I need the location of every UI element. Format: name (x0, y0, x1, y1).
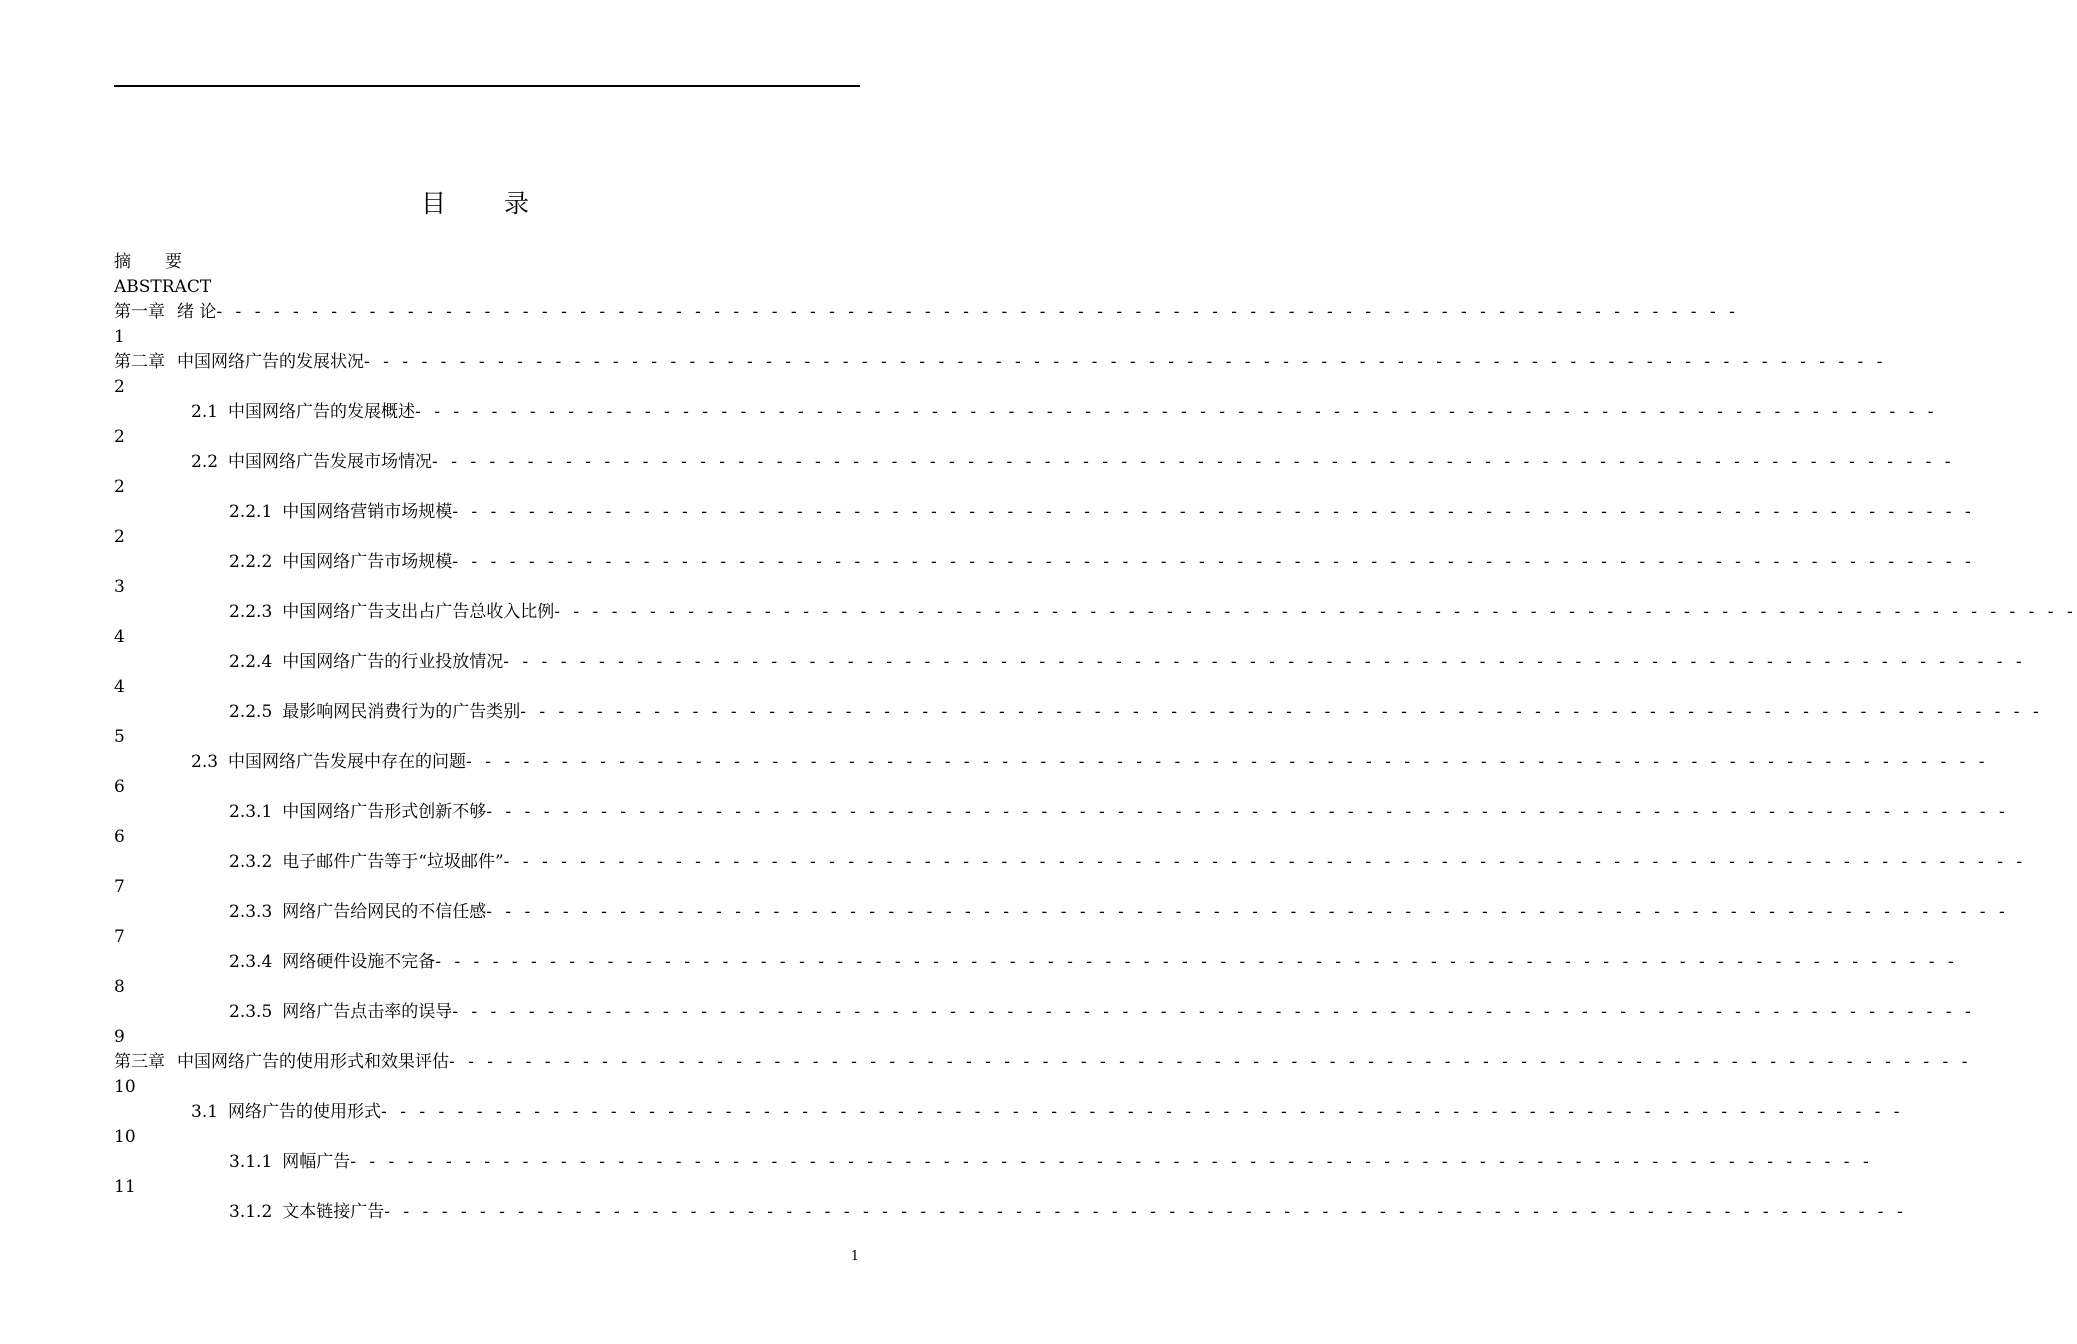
toc-leader-dots: - - - - - - - - - - - - - - - - - - - - - - - - - - - - - - - - - - - - - - - - - - - - - - - - - - - - - - - - - - - - - - - - - - - - - - - - - - - - - - - - (415, 402, 1938, 422)
toc-entry-label (191, 750, 466, 775)
toc-entry[interactable] (114, 850, 2027, 875)
toc-entry[interactable] (114, 1150, 1873, 1175)
toc-entry[interactable] (114, 1100, 1904, 1125)
toc-leader-dots: - - - - - - - - - - - - - - - - - - - - - - - - - - - - - - - - - - - - - - - - - - - - - - - - - - - - - - - - - - - - - - - - - - - - - - - - - - - - - - - - (449, 1052, 1972, 1072)
toc-entry-title: 中国网络广告形式创新不够 (282, 802, 487, 822)
page-number: 1 (850, 1249, 859, 1264)
toc-title-char-1: 目 (420, 189, 446, 218)
toc-entry-number: 3.1 (191, 1102, 219, 1122)
toc-entry-title: 网络广告给网民的不信任感 (282, 902, 487, 922)
toc-entry-page: 3 (114, 577, 125, 597)
toc-entry[interactable] (114, 450, 1955, 475)
toc-entry-title: 中国网络广告的发展状况 (177, 352, 364, 372)
toc-entry-title: 中国网络广告的发展概述 (228, 402, 416, 422)
toc-entry-page: 6 (114, 777, 125, 797)
toc-leader-dots: - - - - - - - - - - - - - - - - - - - - - - - - - - - - - - - - - - - - - - - - - - - - - - - - - - - - - - - - - - - - - - - - - - - - - - - - - - - - - - - - (503, 652, 2026, 672)
toc-entry-title: 中国网络广告的行业投放情况 (282, 652, 504, 672)
toc-entry-title: 网络广告点击率的误导 (282, 1002, 453, 1022)
toc-entry-page: 11 (114, 1177, 136, 1197)
toc-entry-number: 2.2.2 (229, 552, 273, 572)
toc-entry[interactable] (114, 350, 1887, 375)
toc-entry-number: 2.3 (191, 752, 219, 772)
toc-leader-dots: - - - - - - - - - - - - - - - - - - - - - - - - - - - - - - - - - - - - - - - - - - - - - - - - - - - - - - - - - - - - - - - - - - - - - - - - - - - - - - - - (435, 952, 1958, 972)
toc-entry[interactable] (114, 650, 2026, 675)
toc-entry-page: 9 (114, 1027, 125, 1047)
toc-leader-dots: - - - - - - - - - - - - - - - - - - - - - - - - - - - - - - - - - - - - - - - - - - - - - - - - - - - - - - - - - - - - - - - - - - - - - - - - - - - - - - - - (452, 552, 1975, 572)
toc-entry[interactable] (114, 1050, 1972, 1075)
toc-leader-dots: - - - - - - - - - - - - - - - - - - - - - - - - - - - - - - - - - - - - - - - - - - - - - - - - - - - - - - - - - - - - - - - - - - - - - - - - - - - - - - - - (381, 1102, 1904, 1122)
toc-leader-dots: - - - - - - - - - - - - - - - - - - - - - - - - - - - - - - - - - - - - - - - - - - - - - - - - - - - - - - - - - - - - - - - - - - - - - - - - - - - - - - - - (486, 802, 2009, 822)
toc-entry[interactable] (114, 750, 1989, 775)
toc-entry-label (229, 650, 503, 675)
toc-entry-label (191, 400, 415, 425)
toc-entry-title: 最影响网民消费行为的广告类别 (282, 702, 521, 722)
toc-entry-title: 电子邮件广告等于“垃圾邮件” (282, 852, 504, 872)
toc-entry-page: 2 (114, 377, 125, 397)
toc-leader-dots: - - - - - - - - - - - - - - - - - - - - - - - - - - - - - - - - - - - - - - - - - - - - - - - - - - - - - - - - - - - - - - - - - - - - - - - - - - - - - - - - (503, 852, 2027, 872)
toc-entry-page: 2 (114, 427, 125, 447)
toc-entry[interactable] (114, 550, 1975, 575)
toc-entry-number: 2.2.5 (229, 702, 273, 722)
toc-entry-title: 网络硬件设施不完备 (282, 952, 436, 972)
toc-leader-dots: - - - - - - - - - - - - - - - - - - - - - - - - - - - - - - - - - - - - - - - - - - - - - - - - - - - - - - - - - - - - - - - - - - - - - - - - - - - - - - - - (520, 702, 2043, 722)
toc-entry-label (229, 1000, 452, 1025)
toc-entry-page: 10 (114, 1077, 136, 1097)
toc-entry-page: 5 (114, 727, 125, 747)
toc-entry-label (229, 1150, 350, 1175)
toc-entry-label (114, 300, 216, 325)
toc-entry-label (191, 1100, 381, 1125)
toc-title (0, 184, 950, 220)
toc-leader-dots: - - - - - - - - - - - - - - - - - - - - - - - - - - - - - - - - - - - - - - - - - - - - - - - - - - - - - - - - - - - - - - - - - - - - - - - - - - - - - - - - (452, 502, 1975, 522)
toc-entry-title: 网络广告的使用形式 (228, 1102, 382, 1122)
toc-entry-number: 第一章 (114, 302, 165, 322)
toc-entry-label (229, 500, 452, 525)
toc-entry-title: 中国网络广告发展市场情况 (228, 452, 433, 472)
toc-entry-page: 7 (114, 927, 125, 947)
toc-entry-number: 2.3.4 (229, 952, 273, 972)
toc-abstract-en[interactable]: ABSTRACT (114, 277, 212, 297)
toc-entry-page: 4 (114, 677, 125, 697)
toc-leader-dots: - - - - - - - - - - - - - - - - - - - - - - - - - - - - - - - - - - - - - - - - - - - - - - - - - - - - - - - - - - - - - - - - - - - - - - - - - - - - - - - - (350, 1152, 1873, 1172)
toc-entry-title: 中国网络营销市场规模 (282, 502, 453, 522)
toc-entry[interactable] (114, 950, 1958, 975)
toc-entry-label (229, 550, 452, 575)
toc-entry[interactable] (114, 900, 2009, 925)
toc-entry-number: 3.1.1 (229, 1152, 273, 1172)
toc-entry-title: 绪 论 (177, 302, 217, 322)
toc-leader-dots: - - - - - - - - - - - - - - - - - - - - - - - - - - - - - - - - - - - - - - - - - - - - - - - - - - - - - - - - - - - - - - - - - - - - - - - - - - - - - - - - (466, 752, 1989, 772)
toc-entry[interactable] (114, 300, 1739, 325)
header-rule (114, 85, 860, 87)
toc-entry-number: 2.3.2 (229, 852, 273, 872)
toc-entry-title: 中国网络广告发展中存在的问题 (228, 752, 467, 772)
toc-leader-dots: - - - - - - - - - - - - - - - - - - - - - - - - - - - - - - - - - - - - - - - - - - - - - - - - - - - - - - - - - - - - - - - - - - - - - - - - - - - - - - - - (452, 1002, 1975, 1022)
toc-title-char-2: 录 (504, 189, 530, 218)
toc-entry-label (229, 1200, 384, 1225)
toc-entry[interactable] (114, 400, 1938, 425)
toc-entry-page: 8 (114, 977, 125, 997)
toc-leader-dots: - - - - - - - - - - - - - - - - - - - - - - - - - - - - - - - - - - - - - - - - - - - - - - - - - - - - - - - - - - - - - - - - - - - - - - - - - - - - - - - - (364, 352, 1887, 372)
toc-entry-page: 1 (114, 327, 125, 347)
toc-entry-title: 中国网络广告支出占广告总收入比例 (282, 602, 555, 622)
toc-entry-label (229, 900, 486, 925)
toc-entry-label (191, 450, 432, 475)
toc-entry-number: 2.1 (191, 402, 219, 422)
toc-entry-page: 7 (114, 877, 125, 897)
toc-leader-dots: - - - - - - - - - - - - - - - - - - - - - - - - - - - - - - - - - - - - - - - - - - - - - - - - - - - - - - - - - - - - - - - - - - - - - - - - - - - - - - - - (432, 452, 1955, 472)
toc-entry-label (229, 950, 435, 975)
toc-entry-number: 2.2.1 (229, 502, 273, 522)
toc-entry-page: 6 (114, 827, 125, 847)
toc-entry[interactable] (114, 800, 2009, 825)
toc-entry-label (229, 800, 486, 825)
toc-entry[interactable] (114, 1000, 1975, 1025)
toc-entry-title: 中国网络广告的使用形式和效果评估 (177, 1052, 449, 1072)
toc-entry-number: 2.2 (191, 452, 219, 472)
toc-entry-page: 2 (114, 527, 125, 547)
toc-entry[interactable] (114, 1200, 1907, 1225)
toc-entry-number: 3.1.2 (229, 1202, 273, 1222)
toc-entry-number: 2.3.5 (229, 1002, 273, 1022)
table-of-contents (114, 250, 2077, 1225)
toc-entry[interactable] (114, 600, 2077, 625)
toc-entry-number: 2.2.3 (229, 602, 273, 622)
toc-leader-dots: - - - - - - - - - - - - - - - - - - - - - - - - - - - - - - - - - - - - - - - - - - - - - - - - - - - - - - - - - - - - - - - - - - - - - - - - - - - - - - - - (554, 602, 2077, 622)
toc-entry-number: 2.3.3 (229, 902, 273, 922)
toc-entry-label (114, 1050, 449, 1075)
toc-entry-label (229, 700, 520, 725)
toc-entry-page: 2 (114, 477, 125, 497)
toc-entry-title: 网幅广告 (282, 1152, 351, 1172)
toc-entry-title: 文本链接广告 (282, 1202, 385, 1222)
toc-abstract-cn[interactable]: 摘 要 (114, 252, 182, 272)
toc-entry-label (229, 600, 554, 625)
toc-leader-dots: - - - - - - - - - - - - - - - - - - - - - - - - - - - - - - - - - - - - - - - - - - - - - - - - - - - - - - - - - - - - - - - - - - - - - - - - - - - - - - - - (216, 302, 1739, 322)
toc-leader-dots: - - - - - - - - - - - - - - - - - - - - - - - - - - - - - - - - - - - - - - - - - - - - - - - - - - - - - - - - - - - - - - - - - - - - - - - - - - - - - - - - (486, 902, 2009, 922)
toc-entry-label (229, 850, 504, 875)
toc-entry-number: 2.2.4 (229, 652, 273, 672)
toc-entry-page: 4 (114, 627, 125, 647)
toc-entry[interactable] (114, 700, 2043, 725)
toc-entry-page: 10 (114, 1127, 136, 1147)
toc-leader-dots: - - - - - - - - - - - - - - - - - - - - - - - - - - - - - - - - - - - - - - - - - - - - - - - - - - - - - - - - - - - - - - - - - - - - - - - - - - - - - - - - (384, 1202, 1907, 1222)
toc-entry-title: 中国网络广告市场规模 (282, 552, 453, 572)
toc-entry-number: 第三章 (114, 1052, 165, 1072)
toc-entry-number: 第二章 (114, 352, 165, 372)
toc-entry-label (114, 350, 364, 375)
toc-entry-number: 2.3.1 (229, 802, 273, 822)
toc-entry[interactable] (114, 500, 1975, 525)
